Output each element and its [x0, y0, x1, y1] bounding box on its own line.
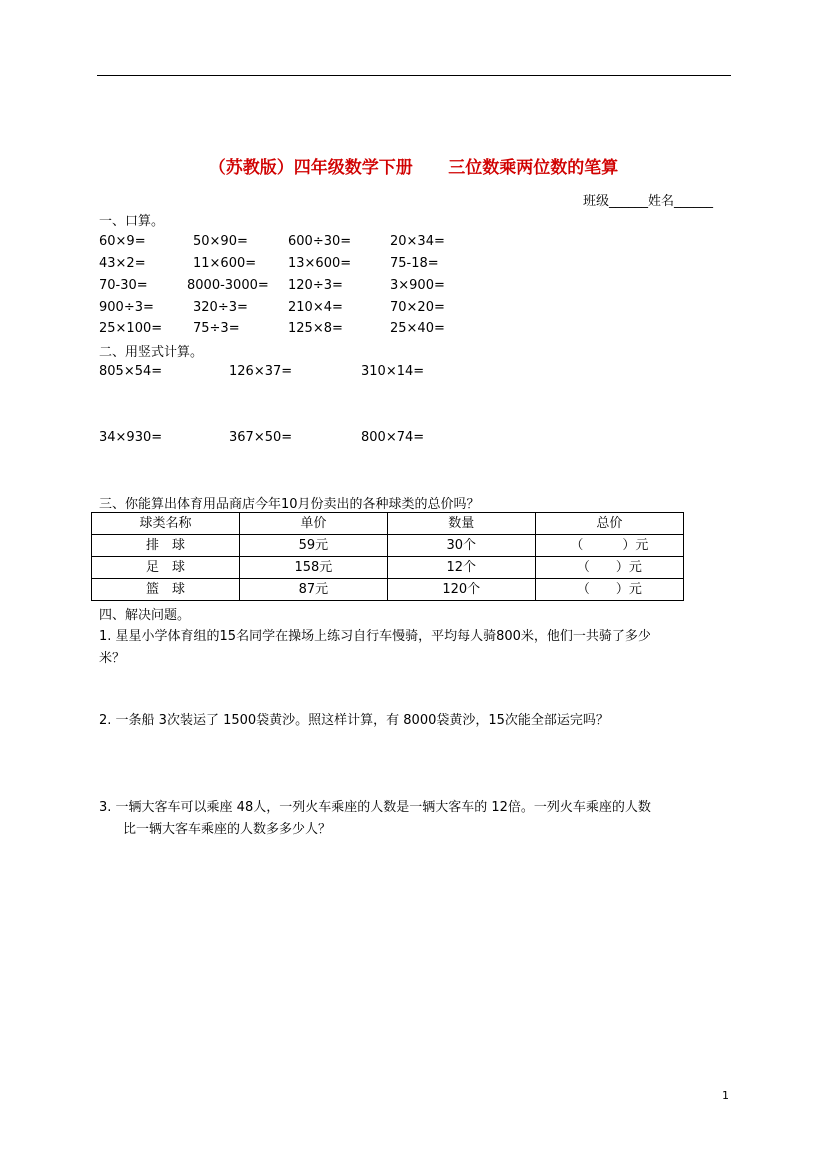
oral-item: 320÷3=	[193, 300, 248, 315]
oral-item: 125×8=	[288, 321, 343, 336]
table-cell: 排 球	[92, 535, 240, 557]
vertical-item: 805×54=	[99, 364, 163, 379]
vertical-item: 367×50=	[229, 430, 293, 445]
problem-3-line-1: 3. 一辆大客车可以乘座 48人，一列火车乘座的人数是一辆大客车的 12倍。一列火车乘座的人数	[99, 800, 651, 815]
oral-item: 60×9=	[99, 234, 146, 249]
oral-item: 70-30=	[99, 278, 148, 293]
table-cell: 158元	[239, 557, 387, 579]
oral-item: 600÷30=	[288, 234, 352, 249]
table-cell: 30个	[387, 535, 535, 557]
oral-item: 25×40=	[390, 321, 445, 336]
oral-item: 75÷3=	[193, 321, 240, 336]
title-part-1: （苏教版）四年级数学下册	[208, 158, 413, 178]
oral-item: 70×20=	[390, 300, 445, 315]
section-1-heading: 一、口算。	[99, 214, 165, 229]
table-cell: （ ）元	[535, 579, 683, 601]
table-row	[92, 557, 684, 579]
oral-item: 11×600=	[193, 256, 257, 271]
oral-item: 50×90=	[193, 234, 248, 249]
table-header-cell: 数量	[387, 513, 535, 535]
problem-2	[99, 710, 734, 732]
section-4-heading: 四、解决问题。	[99, 608, 191, 623]
problem-3	[99, 797, 734, 841]
table-header-cell: 球类名称	[92, 513, 240, 535]
problem-2-text: 2. 一条船 3次装运了 1500袋黄沙。照这样计算，有 8000袋黄沙，15次能全部运完吗？	[99, 713, 609, 728]
table-header-row	[92, 513, 684, 535]
oral-item: 900÷3=	[99, 300, 154, 315]
section-2-heading: 二、用竖式计算。	[99, 345, 204, 360]
oral-item: 120÷3=	[288, 278, 343, 293]
vertical-item: 34×930=	[99, 430, 163, 445]
oral-item: 8000-3000=	[187, 278, 269, 293]
table-header-cell: 总价	[535, 513, 683, 535]
oral-item: 20×34=	[390, 234, 445, 249]
vertical-item: 800×74=	[361, 430, 425, 445]
problem-1	[99, 626, 734, 670]
vertical-item: 310×14=	[361, 364, 425, 379]
oral-item: 43×2=	[99, 256, 146, 271]
oral-item: 25×100=	[99, 321, 163, 336]
oral-item: 75-18=	[390, 256, 439, 271]
section-3-heading: 三、你能算出体育用品商店今年10月份卖出的各种球类的总价吗？	[99, 497, 480, 512]
table-cell: （ ）元	[535, 557, 683, 579]
table-cell: 59元	[239, 535, 387, 557]
table-cell: 篮 球	[92, 579, 240, 601]
oral-item: 210×4=	[288, 300, 343, 315]
table-row	[92, 579, 684, 601]
oral-item: 13×600=	[288, 256, 352, 271]
oral-item: 3×900=	[390, 278, 445, 293]
problem-1-line-1: 1. 星星小学体育组的15名同学在操场上练习自行车慢骑，平均每人骑800米，他们一共骑了多少	[99, 629, 651, 644]
vertical-item: 126×37=	[229, 364, 293, 379]
table-cell: 120个	[387, 579, 535, 601]
title-part-2: 三位数乘两位数的笔算	[448, 158, 619, 178]
table-row	[92, 535, 684, 557]
class-name-line: 班级______姓名______	[583, 194, 714, 209]
ball-price-table	[91, 512, 684, 601]
problem-3-line-2: 比一辆大客车乘座的人数多多少人？	[123, 822, 332, 837]
table-cell: 87元	[239, 579, 387, 601]
table-header-cell: 单价	[239, 513, 387, 535]
problem-1-line-2: 米？	[99, 651, 126, 666]
table-cell: （ ）元	[535, 535, 683, 557]
table-cell: 足 球	[92, 557, 240, 579]
page-number: 1	[722, 1089, 729, 1102]
header-rule	[97, 75, 731, 76]
table-cell: 12个	[387, 557, 535, 579]
page-title	[0, 153, 827, 178]
